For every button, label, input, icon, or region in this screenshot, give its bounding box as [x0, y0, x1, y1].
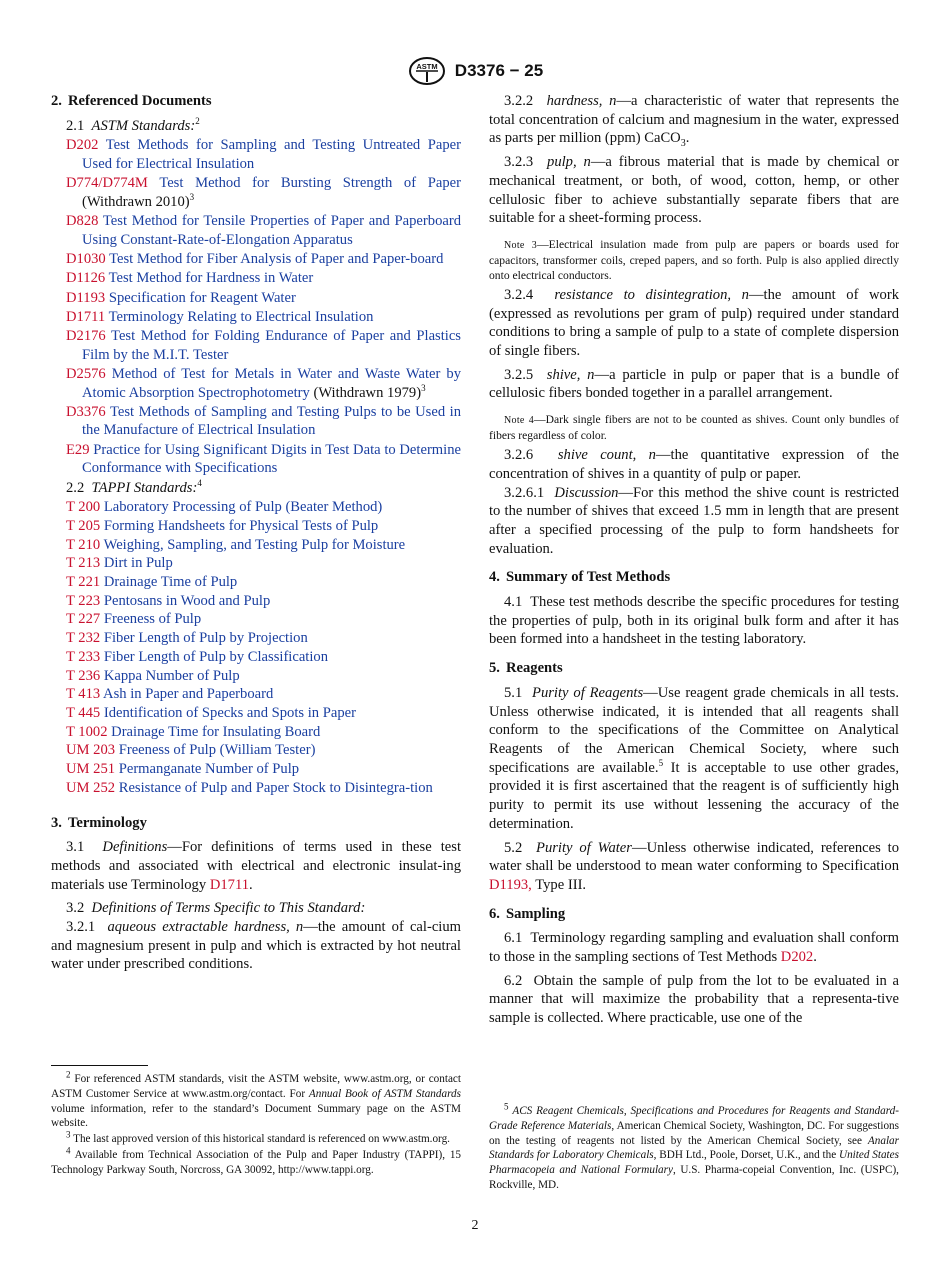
ref-code[interactable]: T 236 — [66, 667, 101, 684]
tappi-ref-t-200[interactable] — [51, 498, 461, 517]
footnote-4: $^4$ Available from Technical Association of the Pulp and Paper Industry (TAPPI), 15 Technology Parkway South, Norcross, GA 30092, http://www.tappi.org. — [51, 1145, 462, 1176]
ref-code[interactable]: D1711 — [66, 308, 106, 325]
ref-title[interactable]: Weighing, Sampling, and Testing Pulp for Moisture — [103, 536, 406, 553]
astm-ref-e29[interactable] — [51, 441, 461, 478]
ref-title[interactable]: Forming Handsheets for Physical Tests of Pulp — [103, 517, 379, 534]
ref-code[interactable]: D1126 — [66, 270, 106, 287]
ref-code[interactable]: D828 — [66, 213, 99, 230]
paragraph-3-2: 3.2 Definitions of Terms Specific to This Standard: — [66, 900, 366, 917]
subsection-2-2: 2.2 TAPPI Standards:$^4$ — [66, 477, 202, 496]
ref-title[interactable]: Freeness of Pulp (William Tester) — [118, 742, 316, 759]
paragraph-3-2-6-1: 3.2.6.1 Discussion—For this method the shive count is restricted to the number of shives that exceed 1.5 mm in length that are present after a specified processing of the pulp to form handsheets for evaluation. — [489, 484, 899, 557]
tappi-ref-t-413[interactable] — [51, 685, 461, 704]
page-number: 2 — [471, 1218, 479, 1233]
footnote-2: $^2$ For referenced ASTM standards, visit the ASTM website, www.astm.org, or contact ASTM Customer Service at www.astm.org/contact. For Annual Book of ASTM Standards volume information, refer to the standard’s Document Summary page on the ASTM website. — [51, 1069, 461, 1130]
tappi-ref-t-210[interactable] — [51, 536, 461, 555]
astm-ref-d2176[interactable] — [51, 327, 461, 364]
ref-footnote-mark: 3 — [189, 192, 195, 203]
ref-code[interactable]: T 227 — [66, 611, 101, 628]
ref-code[interactable]: T 221 — [66, 574, 101, 591]
ref-title[interactable]: Test Method for Fiber Analysis of Paper and Paper-board — [109, 251, 444, 268]
paragraph-5-2: 5.2 Purity of Water—Unless otherwise indicated, references to water shall be understood to mean water conforming to Specification D1193, Type III. — [489, 839, 900, 893]
ref-code[interactable]: UM 203 — [66, 742, 116, 759]
ref-code[interactable]: T 232 — [66, 630, 101, 647]
astm-standards-list — [51, 136, 461, 478]
footnote-3: $^3$ The last approved version of this historical standard is referenced on www.astm.org. — [66, 1129, 450, 1146]
paragraph-4-1: 4.1 These test methods describe the specific procedures for testing the properties of pulp, both in its original bulk form and after it has been formed into a handsheet in the testing laboratory. — [489, 594, 899, 648]
ref-code[interactable]: T 200 — [66, 499, 101, 516]
ref-code[interactable]: T 213 — [66, 555, 101, 572]
ref-code[interactable]: D1193 — [66, 289, 106, 306]
link-d1193[interactable]: D1193, — [489, 876, 532, 893]
link-d202[interactable]: D202 — [780, 949, 814, 966]
ref-title[interactable]: Practice for Using Significant Digits in Test Data to Determine Conformance with Specifications — [82, 441, 461, 477]
ref-title[interactable]: Drainage Time for Insulating Board — [111, 723, 321, 740]
ref-code[interactable]: E29 — [66, 441, 90, 458]
ref-code[interactable]: T 210 — [66, 536, 101, 553]
ref-title[interactable]: Freeness of Pulp — [103, 611, 202, 628]
paragraph-6-2: 6.2 Obtain the sample of pulp from the lot to be evaluated in a manner that will maximize the probability that a representa-tive sample is collected. Where practicable, use one of the — [489, 972, 899, 1027]
tappi-ref-t-232[interactable] — [51, 629, 461, 648]
ref-code[interactable]: D3376 — [66, 403, 106, 420]
ref-title[interactable]: Test Methods of Sampling and Testing Pulps to be Used in the Manufacture of Electrical Insulation — [82, 403, 461, 439]
paragraph-6-1: 6.1 Terminology regarding sampling and evaluation shall conform to those in the sampling sections of Test Methods D202. — [489, 930, 899, 966]
astm-ref-d3376[interactable] — [51, 403, 461, 440]
astm-logo-text: ASTM — [416, 62, 438, 71]
ref-title[interactable]: Ash in Paper and Paperboard — [103, 686, 274, 703]
right-column — [489, 92, 899, 1028]
page-header — [0, 56, 950, 86]
ref-code[interactable]: D1030 — [66, 251, 106, 268]
paragraph-3-1: 3.1 Definitions—For definitions of terms used in these test methods and associated with electrical and electronic insulat-ing materials use Terminology D1711. — [51, 839, 462, 893]
ref-footnote-mark: 3 — [421, 382, 426, 393]
tappi-ref-t-236[interactable] — [51, 667, 461, 686]
paragraph-3-2-6: 3.2.6 shive count, n—the quantitative expression of the concentration of shives in a quantity of pulp or paper. — [489, 447, 900, 482]
ref-code[interactable]: T 1002 — [66, 723, 108, 740]
tappi-ref-um-203[interactable] — [51, 741, 461, 760]
footnotes-left — [51, 1065, 461, 1179]
tappi-ref-um-251[interactable] — [51, 760, 461, 779]
ref-title[interactable]: Test Methods for Sampling and Testing Untreated Paper Used for Electrical Insulation — [82, 137, 461, 173]
ref-title[interactable]: Method of Test for Metals in Water and Waste Water by Atomic Absorption Spectrophotometry — [82, 365, 461, 401]
ref-title[interactable]: Dirt in Pulp — [103, 555, 173, 572]
standard-designation: D3376 − 25 — [454, 61, 544, 80]
section-3-heading: 3. Terminology — [51, 814, 147, 831]
section-6-heading: 6. Sampling — [489, 905, 566, 922]
note-4: Note 4—Dark single fibers are not to be counted as shives. Count only bundles of fibers regardless of color. — [489, 413, 899, 443]
tappi-ref-t-223[interactable] — [51, 592, 461, 611]
ref-code[interactable]: T 413 — [66, 686, 101, 703]
tappi-ref-t-205[interactable] — [51, 517, 461, 536]
link-d1711[interactable]: D1711 — [209, 876, 249, 893]
ref-title[interactable]: Drainage Time of Pulp — [103, 574, 238, 591]
ref-code[interactable]: D2576 — [66, 365, 106, 382]
note-3: Note 3—Electrical insulation made from pulp are papers or boards used for capacitors, transformer coils, creped papers, and so forth. Pulp is also applied directly onto electrical conductors. — [489, 237, 899, 282]
section-2-heading: 2. Referenced Documents — [51, 93, 212, 109]
paragraph-3-2-4: 3.2.4 resistance to disintegration, n—the amount of work (expressed as revolutions per gram of pulp) required under standard conditions to bring a sample of pulp to a state of complete dispersion of single fibers. — [489, 286, 900, 360]
left-column — [51, 92, 461, 974]
tappi-ref-t-1002[interactable] — [51, 723, 461, 742]
subsection-2-1: 2.1 ASTM Standards:$^2$ — [66, 115, 200, 134]
astm-logo — [407, 56, 447, 86]
footnote-rule — [51, 1065, 148, 1066]
section-4-heading: 4. Summary of Test Methods — [489, 569, 671, 586]
ref-title[interactable]: Test Method for Bursting Strength of Paper — [159, 175, 461, 192]
ref-title[interactable]: Kappa Number of Pulp — [103, 667, 240, 684]
astm-ref-d1193[interactable] — [51, 289, 461, 308]
ref-title[interactable]: Laboratory Processing of Pulp (Beater Method) — [103, 499, 383, 516]
ref-code[interactable]: D2176 — [66, 327, 106, 344]
ref-title[interactable]: Test Method for Hardness in Water — [108, 270, 314, 287]
astm-ref-d774-d774m[interactable] — [51, 174, 461, 211]
ref-code[interactable]: D202 — [66, 137, 99, 154]
ref-code[interactable]: T 233 — [66, 648, 101, 665]
tappi-ref-t-233[interactable] — [51, 648, 461, 667]
ref-withdrawn: (Withdrawn 1979) — [313, 384, 422, 401]
tappi-standards-list — [51, 498, 461, 779]
astm-ref-d2576[interactable] — [51, 365, 461, 402]
astm-ref-d1711[interactable] — [51, 308, 461, 327]
astm-ref-d202[interactable] — [51, 136, 461, 173]
ref-withdrawn: (Withdrawn 2010) — [82, 194, 190, 211]
ref-code[interactable]: D774/D774M — [66, 175, 148, 192]
ref-title[interactable]: Identification of Specks and Spots in Paper — [103, 705, 356, 721]
paragraph-3-2-1: 3.2.1 aqueous extractable hardness, n—the amount of cal-cium and magnesium present in pulp and which is extracted by hot neutral water under prescribed conditions. — [51, 919, 461, 973]
paragraph-5-1: 5.1 Purity of Reagents—Use reagent grade chemicals in all tests. Unless otherwise indicated, it is intended that all reagents shall conform to the specifications of the Committee on Analytical Reagents of the American Chemical Society, where such specifications are available.$^5$ It is acceptable to use other grades, provided it is first ascertained that the reagent is of sufficiently high purity to permit its use without lessening the accuracy of the determination. — [489, 684, 899, 832]
tappi-ref-t-221[interactable] — [51, 573, 461, 592]
footnote-5: $^5$ ACS Reagent Chemicals, Specifications and Procedures for Reagents and Standard-Grade Reference Materials, American Chemical Society, Washington, DC. For suggestions on the testing of reagents not listed by the American Chemical Society, see Analar Standards for Laboratory Chemicals, BDH Ltd., Poole, Dorset, U.K., and the United States Pharmacopeia and National Formulary, U.S. Pharma-copeial Convention, Inc. (USPC), Rockville, MD. — [489, 1101, 900, 1191]
ref-code[interactable]: T 223 — [66, 592, 101, 609]
astm-ref-d828[interactable] — [51, 212, 461, 249]
ref-title[interactable]: Permanganate Number of Pulp — [118, 761, 300, 778]
paragraph-3-2-2: 3.2.2 hardness, n—a characteristic of water that represents the total concentration of calcium and magnesium in the water, expressed as parts per million (ppm) CaCO$_3$. — [489, 93, 899, 150]
astm-ref-d1030[interactable] — [51, 250, 461, 269]
ref-code[interactable]: T 445 — [66, 705, 101, 721]
paragraph-3-2-3: 3.2.3 pulp, n—a fibrous material that is made by chemical or mechanical treatment, or both, of wood, cotton, hemp, or other cellulosic fiber to achieve substantially separate fibers that are suitable for a sheet-forming process. — [489, 154, 899, 227]
tappi-ref-um252[interactable]: UM 252 Resistance of Pulp and Paper Stock to Disintegra-tion — [66, 779, 433, 796]
footnotes-right — [489, 1101, 900, 1194]
astm-ref-d1126[interactable] — [51, 269, 461, 288]
section-5-heading: 5. Reagents — [489, 660, 563, 677]
tappi-ref-t-227[interactable] — [51, 610, 461, 629]
ref-title[interactable]: Test Method for Folding Endurance of Paper and Plastics Film by the M.I.T. Tester — [82, 327, 461, 363]
ref-title[interactable]: Pentosans in Wood and Pulp — [103, 592, 271, 609]
ref-title[interactable]: Terminology Relating to Electrical Insulation — [108, 308, 374, 325]
ref-code[interactable]: T 205 — [66, 517, 101, 534]
ref-title[interactable]: Fiber Length of Pulp by Classification — [103, 648, 329, 665]
ref-title[interactable]: Fiber Length of Pulp by Projection — [103, 630, 308, 647]
tappi-ref-t-445[interactable] — [51, 704, 461, 723]
ref-title[interactable]: Test Method for Tensile Properties of Paper and Paperboard Using Constant-Rate-of-Elongation Apparatus — [82, 213, 461, 248]
ref-code[interactable]: UM 251 — [66, 761, 116, 778]
tappi-ref-t-213[interactable] — [51, 554, 461, 573]
paragraph-3-2-5: 3.2.5 shive, n—a particle in pulp or paper that is a bundle of cellulosic fibers bonded together in a parallel arrangement. — [489, 366, 899, 402]
ref-title[interactable]: Specification for Reagent Water — [108, 289, 296, 306]
